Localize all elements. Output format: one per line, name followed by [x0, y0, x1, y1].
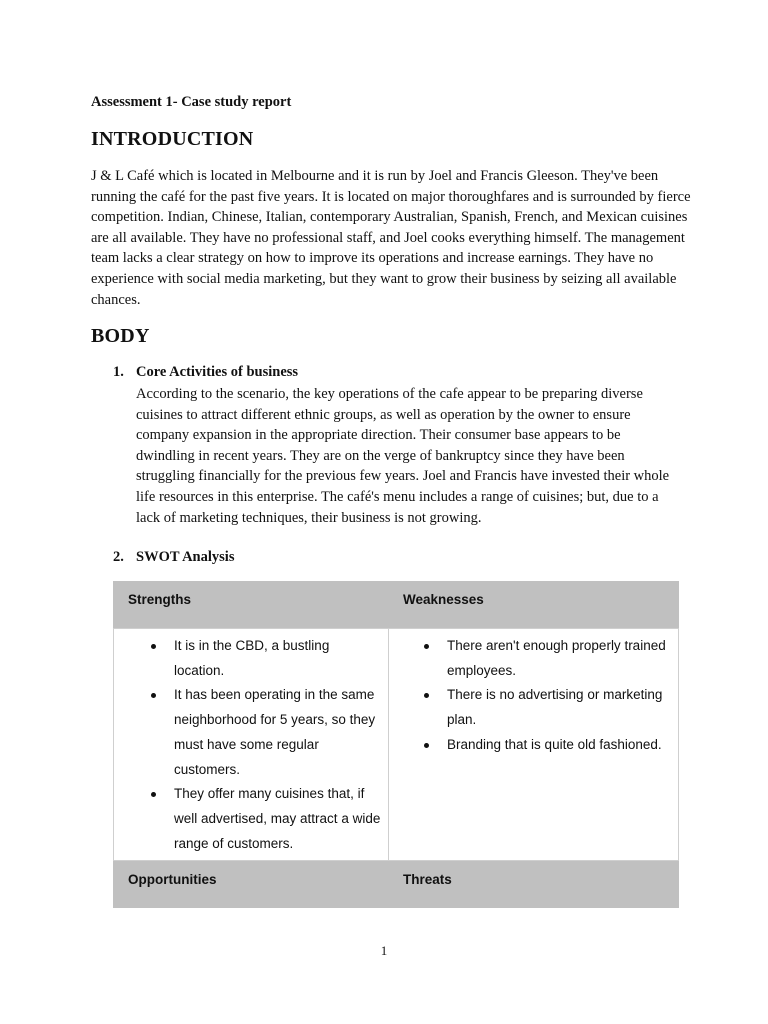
swot-weaknesses-header: Weaknesses — [388, 581, 679, 628]
bullet-icon — [151, 644, 156, 649]
list-item: There aren't enough properly trained employees. — [424, 634, 674, 683]
list-item: They offer many cuisines that, if well advertised, may attract a wide range of customers. — [151, 782, 383, 856]
list-number: 1. — [113, 364, 124, 380]
swot-strengths-cell — [113, 628, 389, 861]
bullet-icon — [151, 792, 156, 797]
list-number: 2. — [113, 549, 124, 565]
weaknesses-list — [424, 634, 674, 758]
strengths-list — [151, 634, 383, 856]
core-activities-paragraph: According to the scenario, the key operations of the cafe appear to be preparing diverse cuisines to attract different ethnic groups, as well as operation by the owner to ensure company expansion in the appropriate direction. Their consumer base appears to be dwindling in recent years. They are on the verge of bankruptcy since they have been struggling financially for the previous few years. Joel and Francis have invested their whole life resources in this enterprise. The café's menu includes a range of cuisines; but, due to a lack of marketing techniques, their business is not growing. — [136, 386, 670, 526]
bullet-icon — [424, 693, 429, 698]
introduction-heading: INTRODUCTION — [91, 128, 254, 150]
swot-table — [113, 581, 679, 908]
document-title: Assessment 1- Case study report — [91, 94, 292, 110]
swot-opportunities-header: Opportunities — [113, 861, 388, 908]
body-heading: BODY — [91, 325, 150, 347]
section-heading-core-activities: Core Activities of business — [136, 364, 299, 380]
list-item: Branding that is quite old fashioned. — [424, 733, 674, 758]
bullet-icon — [424, 644, 429, 649]
section-heading-swot: SWOT Analysis — [136, 549, 235, 565]
list-item: It is in the CBD, a bustling location. — [151, 634, 383, 683]
page-number: 1 — [380, 943, 388, 958]
bullet-icon — [424, 743, 429, 748]
swot-threats-header: Threats — [388, 861, 679, 908]
swot-strengths-header: Strengths — [113, 581, 388, 628]
swot-weaknesses-cell — [388, 628, 679, 861]
bullet-icon — [151, 693, 156, 698]
list-item: It has been operating in the same neighborhood for 5 years, so they must have some regular customers. — [151, 683, 383, 782]
list-item: There is no advertising or marketing plan. — [424, 683, 674, 732]
introduction-paragraph: J & L Café which is located in Melbourne and it is run by Joel and Francis Gleeson. They've been running the café for the past five years. It is located on major thoroughfares and is surrounded by fierce competition. Indian, Chinese, Italian, contemporary Australian, Spanish, French, and Mexican cuisines are all available. They have no professional staff, and Joel cooks everything himself. The management team lacks a clear strategy on how to improve its operations and increase earnings. They have no experience with social media marketing, but they want to grow their business by seizing all available chances. — [91, 168, 691, 308]
